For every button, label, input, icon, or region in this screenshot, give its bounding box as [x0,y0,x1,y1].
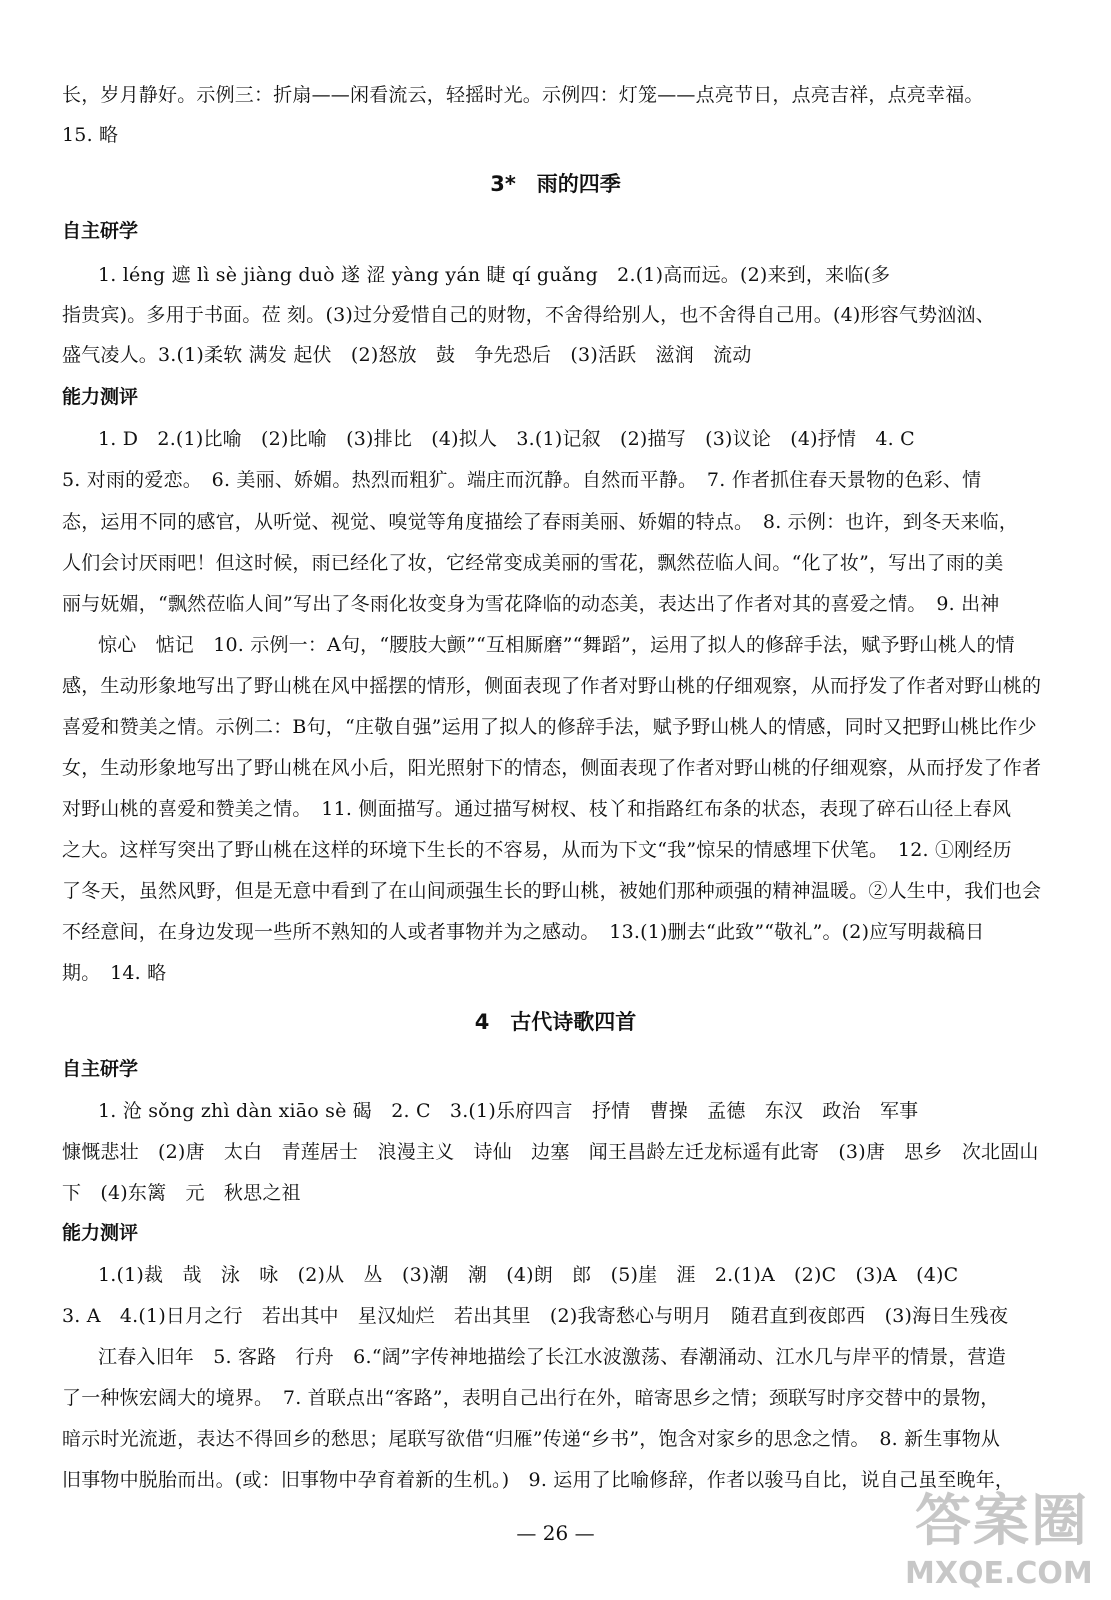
text-line: 暗示时光流逝，表达不得回乡的愁思；尾联写欲借“归雁”传递“乡书”，饱含对家乡的思念之情。 8. 新生事物从 [62,1428,1001,1450]
section-title: 3* 雨的四季 [490,172,621,196]
text-line: 江春入旧年 5. 客路 行舟 6.“阔”字传神地描绘了长江水波激荡、春潮涌动、江水几与岸平的情景，营造 [98,1346,1006,1368]
text-line: 丽与妩媚，“飘然莅临人间”写出了冬雨化妆变身为雪花降临的动态美，表达出了作者对其的喜爱之情。 9. 出神 [62,593,1000,615]
text-line: 盛气凌人。3.(1)柔软 满发 起伏 (2)怒放 鼓 争先恐后 (3)活跃 滋润 流动 [62,344,752,366]
text-line: 态，运用不同的感官，从听觉、视觉、嗅觉等角度描绘了春雨美丽、娇媚的特点。 8. 示例：也许，到冬天来临， [62,511,1019,533]
text-line: 感，生动形象地写出了野山桃在风中摇摆的情形，侧面表现了作者对野山桃的仔细观察，从而抒发了作者对野山桃的 [62,675,1042,697]
section-title: 4 古代诗歌四首 [474,1010,637,1034]
text-line: 5. 对雨的爱恋。 6. 美丽、娇媚。热烈而粗犷。端庄而沉静。自然而平静。 7. 作者抓住春天景物的色彩、情 [62,469,982,491]
text-line: 惊心 惦记 10. 示例一：A句，“腰肢大颤”“互相厮磨”“舞蹈”，运用了拟人的修辞手法，赋予野山桃人的情 [98,634,1015,656]
text-line: 之大。这样写突出了野山桃在这样的环境下生长的不容易，从而为下文“我”惊呆的情感埋下伏笔。 12. ①刚经历 [62,839,1012,861]
text-line: 人们会讨厌雨吧！但这时候，雨已经化了妆，它经常变成美丽的雪花，飘然莅临人间。“化了妆”，写出了雨的美 [62,552,1004,574]
section-heading: 能力测评 [62,386,139,408]
text-line: 了一种恢宏阔大的境界。 7. 首联点出“客路”，表明自己出行在外，暗寄思乡之情；颈联写时序交替中的景物， [62,1387,1000,1409]
text-line: 了冬天，虽然风野，但是无意中看到了在山间顽强生长的野山桃，被她们那种顽强的精神温暖。②人生中，我们也会 [62,880,1042,902]
section-heading: 能力测评 [62,1222,139,1244]
text-line: 1. D 2.(1)比喻 (2)比喻 (3)排比 (4)拟人 3.(1)记叙 (2)描写 (3)议论 (4)抒情 4. C [98,428,915,450]
site-watermark [905,1490,1105,1600]
text-line: 喜爱和赞美之情。示例二：B句，“庄敬自强”运用了拟人的修辞手法，赋予野山桃人的情感，同时又把野山桃比作少 [62,716,1037,738]
text-line: 1.(1)裁 哉 泳 咏 (2)从 丛 (3)潮 潮 (4)朗 郎 (5)崖 涯 2.(1)A (2)C (3)A (4)C [98,1264,959,1286]
text-line: 下 (4)东篱 元 秋思之祖 [62,1182,301,1204]
text-line: 对野山桃的喜爱和赞美之情。 11. 侧面描写。通过描写树杈、枝丫和指路红布条的状态，表现了碎石山径上春风 [62,798,1012,820]
text-line: 慷慨悲壮 (2)唐 太白 青莲居士 浪漫主义 诗仙 边塞 闻王昌龄左迁龙标遥有此寄 (3)唐 思乡 次北固山 [62,1141,1039,1163]
page-number: — 26 — [516,1521,595,1545]
text-line: 期。 14. 略 [62,962,167,984]
text-line: 1. léng 遮 lì sè jiàng duò 遂 涩 yàng yán 睫 qí guǎng 2.(1)高而远。(2)来到，来临(多 [98,264,891,286]
text-line: 女，生动形象地写出了野山桃在风小后，阳光照射下的情态，侧面表现了作者对野山桃的仔细观察，从而抒发了作者 [62,757,1042,779]
text-line: 不经意间，在身边发现一些所不熟知的人或者事物并为之感动。 13.(1)删去“此致”“敬礼”。(2)应写明裁稿日 [62,921,985,943]
text-line: 旧事物中脱胎而出。(或：旧事物中孕育着新的生机。) 9. 运用了比喻修辞，作者以骏马自比，说自己虽至晚年， [62,1469,1015,1491]
text-line: 3. A 4.(1)日月之行 若出其中 星汉灿烂 若出其里 (2)我寄愁心与明月 随君直到夜郎西 (3)海日生残夜 [62,1305,1009,1327]
watermark-logo-text: 答案圈 [915,1489,1089,1554]
section-heading: 自主研学 [62,1058,139,1080]
text-line: 15. 略 [62,124,119,146]
text-line: 长，岁月静好。示例三：折扇——闲看流云，轻摇时光。示例四：灯笼——点亮节日，点亮吉祥，点亮幸福。 [62,84,984,106]
text-line: 指贵宾)。多用于书面。莅 刻。(3)过分爱惜自己的财物，不舍得给别人，也不舍得自己用。(4)形容气势汹汹、 [62,304,995,326]
section-heading: 自主研学 [62,220,139,242]
watermark-url: MXQE.COM [905,1556,1093,1591]
text-line: 1. 沧 sǒng zhì dàn xiāo sè 碣 2. C 3.(1)乐府四言 抒情 曹操 孟德 东汉 政治 军事 [98,1100,919,1122]
